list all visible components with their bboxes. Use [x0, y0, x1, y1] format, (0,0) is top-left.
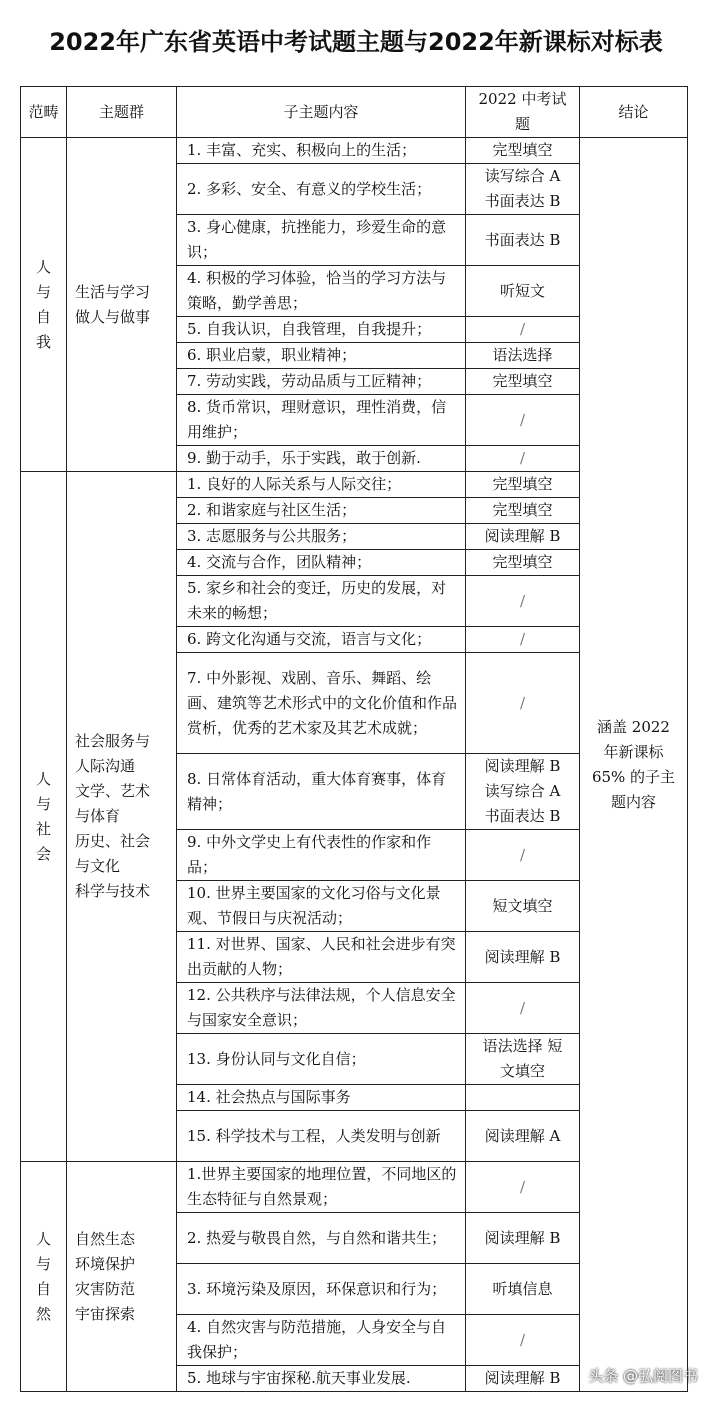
category-char: 然: [35, 1304, 51, 1323]
exam-item: 听短文: [499, 281, 545, 300]
category-char: 与: [35, 1254, 51, 1273]
category-char: 会: [35, 844, 51, 863]
exam-item: 完型填空: [492, 372, 553, 390]
exam-item: 阅读理解 B: [484, 947, 561, 966]
exam-cell: [466, 266, 580, 317]
conclusion-cell: 涵盖 2022 年新课标 65% 的子主题内容: [580, 138, 688, 1392]
subtopic-cell: 5. 地球与宇宙探秘.航天事业发展.: [177, 1366, 466, 1392]
subtopic-cell: 4. 自然灾害与防范措施，人身安全与自我保护；: [177, 1315, 466, 1366]
subtopic-cell: 8. 日常体育活动，重大体育赛事，体育精神；: [177, 754, 466, 830]
exam-cell: [466, 395, 580, 446]
exam-cell: [466, 215, 580, 266]
subtopic-cell: 7. 劳动实践，劳动品质与工匠精神；: [177, 369, 466, 395]
exam-cell: [466, 317, 580, 343]
exam-item: 听填信息: [492, 1279, 553, 1298]
exam-cell: [466, 576, 580, 627]
exam-cell: [466, 653, 580, 754]
header-exam: 2022 中考试题: [466, 87, 580, 138]
subtopic-cell: 11. 对世界、国家、人民和社会进步有突出贡献的人物；: [177, 932, 466, 983]
theme-group-line: 科学与技术: [75, 882, 151, 900]
subtopic-cell: 3. 志愿服务与公共服务；: [177, 524, 466, 550]
exam-cell: [466, 1366, 580, 1392]
exam-item: 语法选择 短: [482, 1037, 563, 1055]
theme-group-line: 与体育: [75, 807, 121, 825]
theme-group-cell: [67, 472, 177, 1162]
exam-item: /: [519, 845, 526, 864]
exam-item: 短文填空: [492, 896, 553, 915]
exam-item: /: [519, 591, 526, 610]
category-char: 人: [35, 769, 51, 788]
exam-cell: [466, 138, 580, 164]
exam-item: 阅读理解 A: [484, 1126, 561, 1145]
subtopic-cell: 1. 良好的人际关系与人际交往；: [177, 472, 466, 498]
exam-item: /: [519, 410, 526, 429]
exam-cell: [466, 164, 580, 215]
exam-item: /: [519, 630, 526, 648]
theme-group-line: 做人与做事: [75, 307, 151, 326]
subtopic-cell: 2. 和谐家庭与社区生活；: [177, 498, 466, 524]
exam-cell: [466, 524, 580, 550]
theme-group-line: 灾害防范: [75, 1279, 136, 1298]
exam-cell: [466, 1162, 580, 1213]
subtopic-cell: 14. 社会热点与国际事务: [177, 1085, 466, 1111]
exam-cell: [466, 627, 580, 653]
theme-group-line: 环境保护: [75, 1254, 136, 1273]
subtopic-cell: 3. 身心健康，抗挫能力，珍爱生命的意识；: [177, 215, 466, 266]
exam-item: /: [519, 1330, 526, 1349]
category-char: 我: [35, 332, 51, 351]
exam-cell: [466, 1315, 580, 1366]
category-char: 社: [35, 819, 51, 838]
category-char: 人: [35, 1229, 51, 1248]
exam-cell: [466, 1213, 580, 1264]
exam-cell: [466, 830, 580, 881]
header-subtopic: 子主题内容: [177, 87, 466, 138]
subtopic-cell: 7. 中外影视、戏剧、音乐、舞蹈、绘画、建筑等艺术形式中的文化价值和作品赏析，优秀的艺术家及其艺术成就；: [177, 653, 466, 754]
watermark: 头条 @弘阅图书: [588, 1367, 698, 1385]
exam-cell: [466, 369, 580, 395]
subtopic-cell: 13. 身份认同与文化自信；: [177, 1034, 466, 1085]
exam-cell: [466, 1111, 580, 1162]
exam-item: 完型填空: [492, 141, 553, 159]
exam-item: /: [519, 693, 526, 712]
exam-item: 完型填空: [492, 553, 553, 571]
subtopic-cell: 6. 跨文化沟通与交流，语言与文化；: [177, 627, 466, 653]
exam-cell: [466, 498, 580, 524]
table-header-row: [21, 87, 688, 138]
category-char: 自: [35, 1279, 51, 1298]
theme-group-line: 人际沟通: [75, 757, 136, 775]
exam-item: 文填空: [499, 1062, 545, 1080]
subtopic-cell: 2. 热爱与敬畏自然，与自然和谐共生；: [177, 1213, 466, 1264]
exam-cell: [466, 343, 580, 369]
exam-item: /: [519, 998, 526, 1017]
exam-cell: [466, 1264, 580, 1315]
exam-item: /: [519, 449, 526, 467]
subtopic-cell: 5. 家乡和社会的变迁，历史的发展，对未来的畅想；: [177, 576, 466, 627]
theme-group-line: 文学、艺术: [75, 782, 151, 800]
header-category: 范畴: [21, 87, 67, 138]
exam-item: /: [519, 320, 526, 338]
exam-item: 读写综合 A: [484, 167, 561, 185]
theme-group-line: 宇宙探索: [75, 1304, 136, 1323]
subtopic-cell: 8. 货币常识，理财意识，理性消费，信用维护；: [177, 395, 466, 446]
subtopic-cell: 1. 丰富、充实、积极向上的生活；: [177, 138, 466, 164]
category-cell: [21, 1162, 67, 1392]
subtopic-cell: 9. 中外文学史上有代表性的作家和作品；: [177, 830, 466, 881]
page-title: 2022年广东省英语中考试题主题与2022年新课标对标表: [49, 28, 663, 56]
subtopic-cell: 4. 交流与合作，团队精神；: [177, 550, 466, 576]
header-conclusion: 结论: [580, 87, 688, 138]
theme-group-line: 与文化: [75, 857, 121, 875]
theme-group-cell: [67, 138, 177, 472]
exam-item: 阅读理解 B: [484, 1369, 561, 1387]
exam-cell: [466, 881, 580, 932]
exam-item: 读写综合 A: [484, 782, 561, 800]
theme-group-line: 社会服务与: [75, 732, 151, 750]
exam-cell: [466, 446, 580, 472]
subtopic-cell: 9. 勤于动手，乐于实践，敢于创新.: [177, 446, 466, 472]
exam-cell: [466, 754, 580, 830]
exam-cell: [466, 550, 580, 576]
category-char: 自: [35, 307, 51, 326]
category-char: 与: [35, 282, 51, 301]
exam-item: 阅读理解 B: [484, 757, 561, 775]
exam-cell: [466, 932, 580, 983]
exam-item: /: [519, 1177, 526, 1196]
exam-cell: [466, 472, 580, 498]
category-char: 与: [35, 794, 51, 813]
theme-group-cell: [67, 1162, 177, 1392]
category-char: 人: [35, 257, 51, 276]
subtopic-cell: 3. 环境污染及原因，环保意识和行为；: [177, 1264, 466, 1315]
subtopic-cell: 6. 职业启蒙，职业精神；: [177, 343, 466, 369]
topic-table: [20, 86, 688, 1392]
exam-item: 完型填空: [492, 501, 553, 519]
theme-group-line: 生活与学习: [75, 282, 151, 301]
header-theme-group: 主题群: [67, 87, 177, 138]
exam-item: 书面表达 B: [484, 230, 561, 249]
exam-cell: [466, 1085, 580, 1111]
table-body: [21, 138, 688, 1392]
subtopic-cell: 2. 多彩、安全、有意义的学校生活；: [177, 164, 466, 215]
exam-cell: [466, 983, 580, 1034]
exam-item: 书面表达 B: [484, 807, 561, 825]
category-cell: [21, 138, 67, 472]
exam-item: 完型填空: [492, 475, 553, 493]
exam-item: 语法选择: [492, 346, 553, 364]
subtopic-cell: 10. 世界主要国家的文化习俗与文化景观、节假日与庆祝活动；: [177, 881, 466, 932]
subtopic-cell: 5. 自我认识，自我管理，自我提升；: [177, 317, 466, 343]
exam-cell: [466, 1034, 580, 1085]
subtopic-cell: 12. 公共秩序与法律法规，个人信息安全与国家安全意识；: [177, 983, 466, 1034]
category-cell: [21, 472, 67, 1162]
theme-group-line: 自然生态: [75, 1229, 136, 1248]
subtopic-cell: 1.世界主要国家的地理位置，不同地区的生态特征与自然景观；: [177, 1162, 466, 1213]
exam-item: 书面表达 B: [484, 192, 561, 210]
subtopic-cell: 4. 积极的学习体验，恰当的学习方法与策略，勤学善思；: [177, 266, 466, 317]
subtopic-cell: 15. 科学技术与工程，人类发明与创新: [177, 1111, 466, 1162]
exam-item: 阅读理解 B: [484, 527, 561, 545]
table-row: [21, 138, 688, 164]
exam-item: 阅读理解 B: [484, 1228, 561, 1247]
theme-group-line: 历史、社会: [75, 832, 151, 850]
